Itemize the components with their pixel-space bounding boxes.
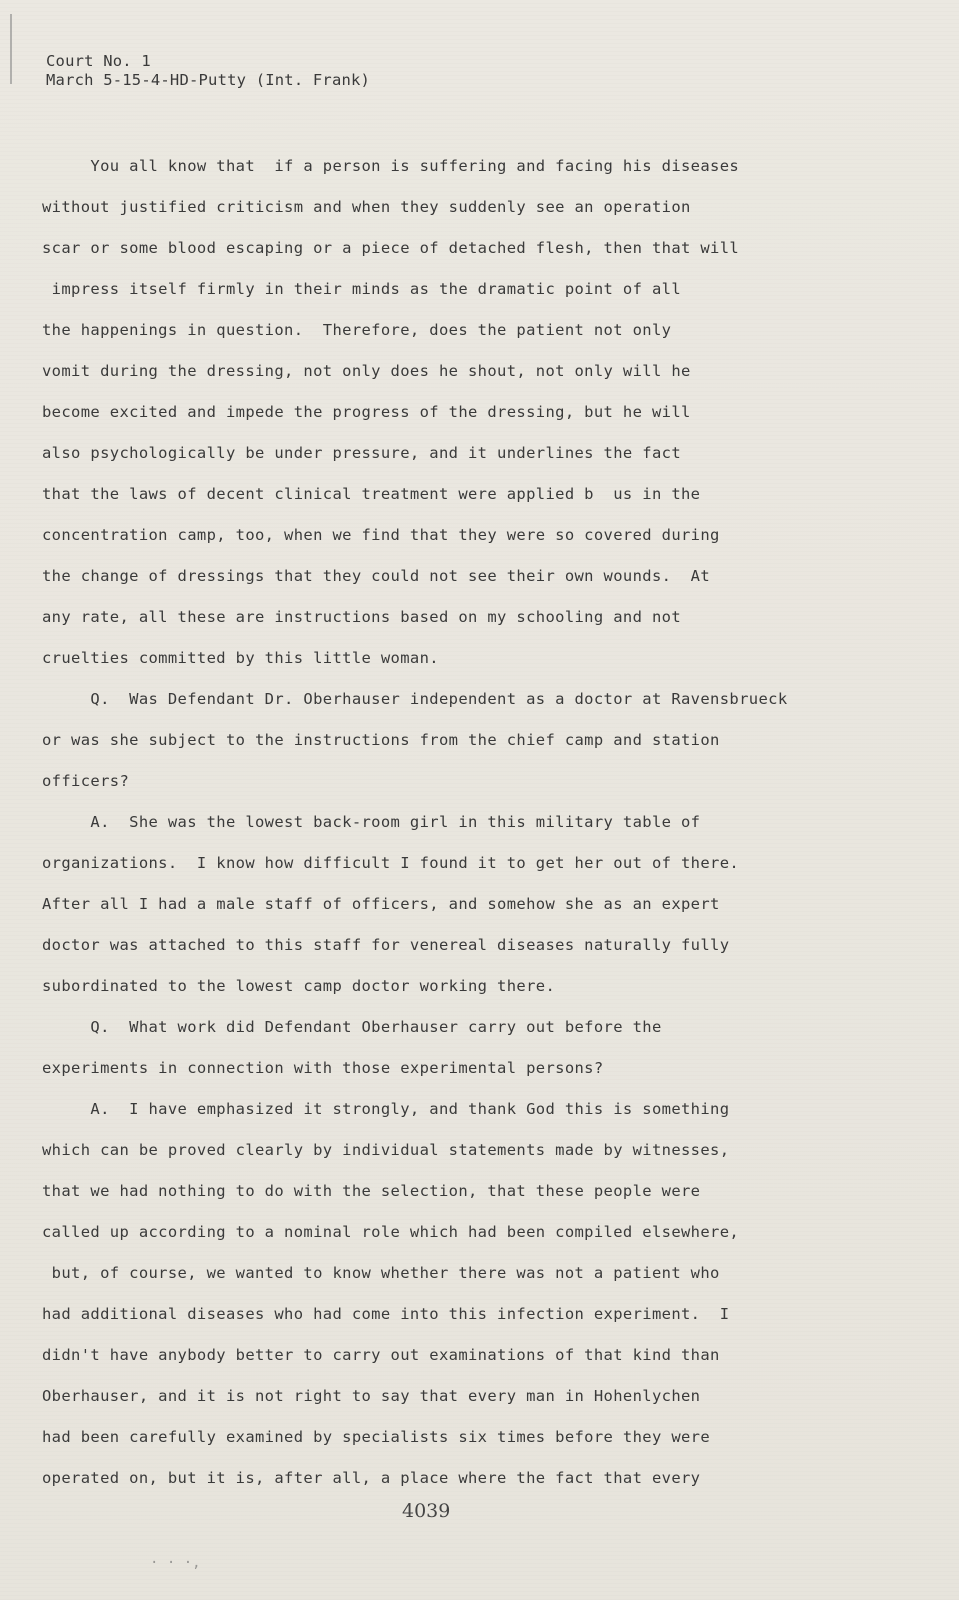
body-line: had additional diseases who had come into this infection experiment. I <box>42 1305 730 1323</box>
body-line: concentration camp, too, when we find that they were so covered during <box>42 526 720 544</box>
body-line: become excited and impede the progress of the dressing, but he will <box>42 403 691 421</box>
body-line: officers? <box>42 772 130 790</box>
body-line: didn't have anybody better to carry out examinations of that kind than <box>42 1346 720 1364</box>
page-number: 4039 <box>402 1500 451 1522</box>
body-line: also psychologically be under pressure, and it underlines the fact <box>42 444 681 462</box>
body-line: doctor was attached to this staff for venereal diseases naturally fully <box>42 936 730 954</box>
body-line: that we had nothing to do with the selection, that these people were <box>42 1182 701 1200</box>
question-line: Q. Was Defendant Dr. Oberhauser independent as a doctor at Ravensbrueck <box>42 690 788 708</box>
body-line: organizations. I know how difficult I found it to get her out of there. <box>42 854 740 872</box>
body-line: any rate, all these are instructions based on my schooling and not <box>42 608 681 626</box>
court-number: Court No. 1 <box>46 52 151 70</box>
document-header <box>46 52 370 90</box>
answer-line: A. She was the lowest back-room girl in this military table of <box>42 813 701 831</box>
body-line: but, of course, we wanted to know whether there was not a patient who <box>42 1264 720 1282</box>
body-line: or was she subject to the instructions from the chief camp and station <box>42 731 720 749</box>
body-line: You all know that if a person is suffering and facing his diseases <box>42 157 740 175</box>
bottom-fragment: · · ·, <box>150 1555 201 1571</box>
body-line: After all I had a male staff of officers, and somehow she as an expert <box>42 895 720 913</box>
transcript-body <box>42 146 832 1499</box>
body-line: had been carefully examined by specialists six times before they were <box>42 1428 711 1446</box>
body-line: subordinated to the lowest camp doctor working there. <box>42 977 556 995</box>
body-line: without justified criticism and when they suddenly see an operation <box>42 198 691 216</box>
session-reference: March 5-15-4-HD-Putty (Int. Frank) <box>46 71 371 89</box>
body-line: which can be proved clearly by individual statements made by witnesses, <box>42 1141 730 1159</box>
body-line: called up according to a nominal role which had been compiled elsewhere, <box>42 1223 740 1241</box>
body-line: vomit during the dressing, not only does he shout, not only will he <box>42 362 691 380</box>
body-line: impress itself firmly in their minds as the dramatic point of all <box>42 280 681 298</box>
body-line: Oberhauser, and it is not right to say that every man in Hohenlychen <box>42 1387 701 1405</box>
body-line: the happenings in question. Therefore, does the patient not only <box>42 321 672 339</box>
body-line: that the laws of decent clinical treatment were applied b us in the <box>42 485 701 503</box>
question-line: Q. What work did Defendant Oberhauser carry out before the <box>42 1018 662 1036</box>
body-line: experiments in connection with those experimental persons? <box>42 1059 604 1077</box>
answer-line: A. I have emphasized it strongly, and thank God this is something <box>42 1100 730 1118</box>
body-line: operated on, but it is, after all, a place where the fact that every <box>42 1469 701 1487</box>
body-line: scar or some blood escaping or a piece of detached flesh, then that will <box>42 239 740 257</box>
page-edge-mark <box>10 14 12 84</box>
body-line: cruelties committed by this little woman. <box>42 649 439 667</box>
body-line: the change of dressings that they could not see their own wounds. At <box>42 567 711 585</box>
